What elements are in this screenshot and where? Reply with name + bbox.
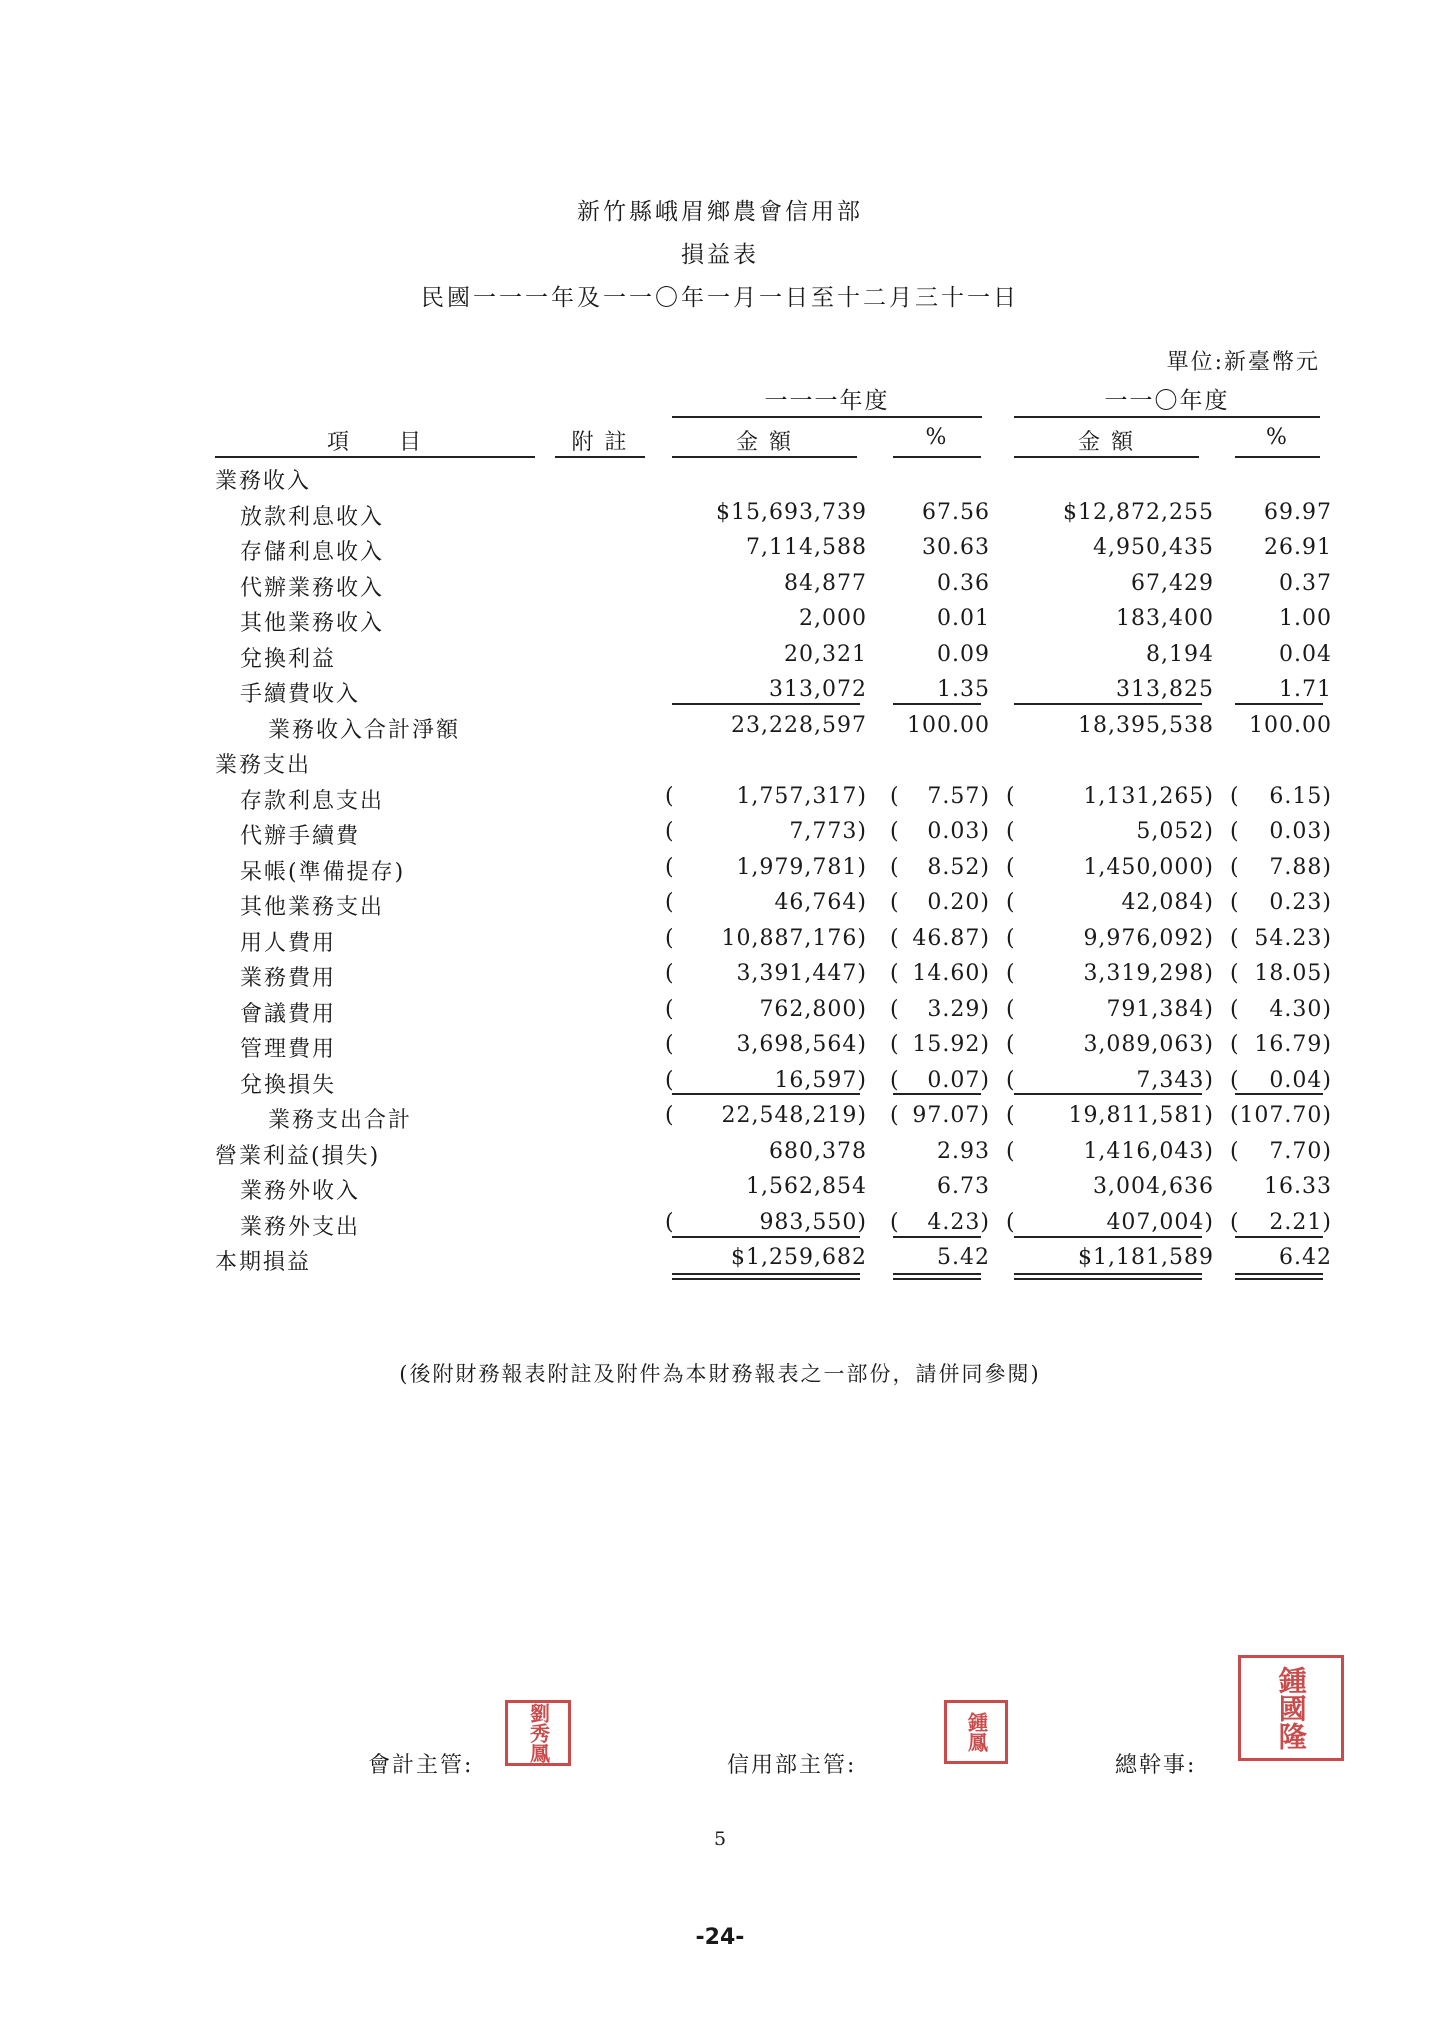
row-label: 代辦手續費 bbox=[240, 824, 361, 849]
currency-unit: 單位:新臺幣元 bbox=[1166, 350, 1320, 375]
row-label: 放款利息收入 bbox=[240, 505, 385, 530]
year-current-header: 一一一年度 bbox=[764, 388, 890, 414]
amount-current-underline bbox=[672, 456, 857, 458]
percent-prior-underline bbox=[1235, 456, 1320, 458]
amount-current-value: 20,321 bbox=[784, 642, 867, 667]
amount-prior-value: 3,089,063) bbox=[1083, 1032, 1214, 1057]
percent-prior-open-paren: ( bbox=[1230, 819, 1239, 844]
percent-current-value: 0.03) bbox=[927, 819, 990, 844]
table-row bbox=[0, 1245, 1440, 1281]
table-row bbox=[0, 642, 1440, 678]
row-label: 業務支出 bbox=[215, 753, 312, 778]
percent-prior-value: 2.21) bbox=[1269, 1210, 1332, 1235]
report-period: 民國一一一年及一一〇年一月一日至十二月三十一日 bbox=[421, 285, 1019, 311]
amount-current-value: 10,887,176) bbox=[721, 926, 867, 951]
percent-current-value: 0.01 bbox=[937, 606, 990, 631]
table-row bbox=[0, 500, 1440, 536]
table-row bbox=[0, 890, 1440, 926]
amount-current-open-paren: ( bbox=[665, 1068, 674, 1093]
table-row bbox=[0, 677, 1440, 713]
credit-manager-label: 信用部主管: bbox=[727, 1753, 857, 1778]
percent-current-open-paren: ( bbox=[890, 997, 899, 1022]
row-label: 其他業務支出 bbox=[240, 895, 385, 920]
percent-current-open-paren: ( bbox=[890, 819, 899, 844]
percent-current-open-paren: ( bbox=[890, 926, 899, 951]
percent-prior-open-paren: ( bbox=[1230, 890, 1239, 915]
amount-prior-value: $1,181,589 bbox=[1078, 1245, 1214, 1270]
percent-prior-value: 0.04 bbox=[1279, 642, 1332, 667]
table-row bbox=[0, 571, 1440, 607]
amount-current-open-paren: ( bbox=[665, 1210, 674, 1235]
percent-current-value: 3.29) bbox=[927, 997, 990, 1022]
percent-current-value: 67.56 bbox=[922, 500, 990, 525]
amount-prior-value: 1,450,000) bbox=[1083, 855, 1214, 880]
amount-current-value: 680,378 bbox=[769, 1139, 867, 1164]
amount-prior-open-paren: ( bbox=[1006, 890, 1015, 915]
amount-prior-header: 金 額 bbox=[1078, 430, 1135, 455]
percent-current-underline bbox=[893, 456, 981, 458]
table-row bbox=[0, 535, 1440, 571]
amount-prior-value: 8,194 bbox=[1146, 642, 1214, 667]
nonop-rule-percent-prior bbox=[1235, 1236, 1323, 1238]
amount-prior-open-paren: ( bbox=[1006, 997, 1015, 1022]
amount-prior-value: 18,395,538 bbox=[1078, 713, 1214, 738]
percent-current-open-paren: ( bbox=[890, 1210, 899, 1235]
footnote: (後附財務報表附註及附件為本財務報表之一部份，請併同參閱) bbox=[399, 1362, 1041, 1386]
percent-current-value: 2.93 bbox=[937, 1139, 990, 1164]
amount-current-value: 1,562,854 bbox=[746, 1174, 867, 1199]
general-manager-label: 總幹事: bbox=[1115, 1753, 1197, 1778]
row-label: 本期損益 bbox=[215, 1250, 312, 1275]
amount-current-open-paren: ( bbox=[665, 926, 674, 951]
percent-current-value: 5.42 bbox=[937, 1245, 990, 1270]
amount-current-value: 22,548,219) bbox=[721, 1103, 867, 1128]
percent-prior-open-paren: ( bbox=[1230, 1210, 1239, 1235]
amount-current-value: 84,877 bbox=[784, 571, 867, 596]
row-label: 業務外支出 bbox=[240, 1215, 361, 1240]
amount-current-value: 7,773) bbox=[789, 819, 867, 844]
percent-current-open-paren: ( bbox=[890, 890, 899, 915]
percent-prior-open-paren: ( bbox=[1230, 855, 1239, 880]
percent-prior-open-paren: ( bbox=[1230, 997, 1239, 1022]
table-row bbox=[0, 855, 1440, 891]
percent-prior-value: 107.70) bbox=[1239, 1103, 1332, 1128]
amount-prior-value: 1,416,043) bbox=[1083, 1139, 1214, 1164]
accounting-seal-text: 劉秀鳳 bbox=[526, 1703, 551, 1763]
amount-current-value: 983,550) bbox=[759, 1210, 867, 1235]
table-row bbox=[0, 464, 1440, 500]
report-title: 損益表 bbox=[681, 242, 759, 268]
amount-prior-value: 7,343) bbox=[1136, 1068, 1214, 1093]
percent-prior-open-paren: ( bbox=[1230, 961, 1239, 986]
percent-current-value: 4.23) bbox=[927, 1210, 990, 1235]
percent-current-value: 6.73 bbox=[937, 1174, 990, 1199]
table-row bbox=[0, 784, 1440, 820]
item-header-underline bbox=[215, 456, 535, 458]
percent-prior-value: 6.42 bbox=[1279, 1245, 1332, 1270]
amount-prior-open-paren: ( bbox=[1006, 961, 1015, 986]
percent-current-header: % bbox=[925, 425, 949, 450]
amount-current-value: 3,391,447) bbox=[736, 961, 867, 986]
percent-current-value: 97.07) bbox=[912, 1103, 990, 1128]
amount-prior-value: 19,811,581) bbox=[1068, 1103, 1214, 1128]
amount-prior-value: 183,400 bbox=[1116, 606, 1214, 631]
percent-current-value: 0.36 bbox=[937, 571, 990, 596]
row-label: 存儲利息收入 bbox=[240, 540, 385, 565]
amount-current-value: 1,979,781) bbox=[736, 855, 867, 880]
item-column-header: 項 目 bbox=[326, 430, 423, 455]
accounting-seal-stamp bbox=[505, 1700, 571, 1766]
row-label: 兌換利益 bbox=[240, 647, 337, 672]
amount-current-value: $15,693,739 bbox=[716, 500, 867, 525]
percent-current-value: 46.87) bbox=[912, 926, 990, 951]
row-label: 兌換損失 bbox=[240, 1073, 337, 1098]
table-row bbox=[0, 819, 1440, 855]
year-current-underline bbox=[672, 416, 982, 418]
expense-subtotal-rule-percent-prior bbox=[1235, 1093, 1323, 1095]
amount-current-open-paren: ( bbox=[665, 784, 674, 809]
inner-page-number: 5 bbox=[713, 1828, 727, 1850]
total-double-rule-amount-prior-2 bbox=[1014, 1278, 1202, 1280]
revenue-subtotal-rule-amount-prior bbox=[1014, 703, 1202, 705]
percent-prior-value: 26.91 bbox=[1264, 535, 1332, 560]
amount-prior-open-paren: ( bbox=[1006, 1139, 1015, 1164]
row-label: 代辦業務收入 bbox=[240, 576, 385, 601]
percent-current-open-paren: ( bbox=[890, 1103, 899, 1128]
total-double-rule-percent-2 bbox=[893, 1278, 981, 1280]
percent-prior-value: 7.70) bbox=[1269, 1139, 1332, 1164]
revenue-subtotal-rule-amount bbox=[672, 703, 860, 705]
row-label: 業務費用 bbox=[240, 966, 337, 991]
amount-prior-open-paren: ( bbox=[1006, 819, 1015, 844]
amount-prior-open-paren: ( bbox=[1006, 855, 1015, 880]
amount-prior-open-paren: ( bbox=[1006, 1210, 1015, 1235]
expense-subtotal-rule-percent bbox=[893, 1093, 981, 1095]
percent-prior-value: 0.03) bbox=[1269, 819, 1332, 844]
amount-prior-value: 67,429 bbox=[1131, 571, 1214, 596]
percent-prior-value: 6.15) bbox=[1269, 784, 1332, 809]
amount-current-value: 1,757,317) bbox=[736, 784, 867, 809]
credit-seal-stamp bbox=[944, 1700, 1008, 1764]
percent-prior-value: 69.97 bbox=[1264, 500, 1332, 525]
nonop-rule-percent bbox=[893, 1236, 981, 1238]
percent-prior-value: 100.00 bbox=[1249, 713, 1332, 738]
amount-prior-value: 5,052) bbox=[1136, 819, 1214, 844]
amount-prior-value: 4,950,435 bbox=[1093, 535, 1214, 560]
percent-prior-open-paren: ( bbox=[1230, 1103, 1239, 1128]
amount-current-open-paren: ( bbox=[665, 855, 674, 880]
percent-prior-value: 54.23) bbox=[1254, 926, 1332, 951]
amount-prior-value: 3,319,298) bbox=[1083, 961, 1214, 986]
table-row bbox=[0, 1032, 1440, 1068]
revenue-subtotal-rule-percent bbox=[893, 703, 981, 705]
amount-current-value: 16,597) bbox=[774, 1068, 867, 1093]
table-row bbox=[0, 1068, 1440, 1104]
amount-current-header: 金 額 bbox=[736, 430, 793, 455]
amount-current-open-paren: ( bbox=[665, 997, 674, 1022]
amount-current-value: 313,072 bbox=[769, 677, 867, 702]
percent-current-value: 0.09 bbox=[937, 642, 990, 667]
total-double-rule-percent-1 bbox=[893, 1273, 981, 1275]
percent-current-open-paren: ( bbox=[890, 855, 899, 880]
outer-page-number: -24- bbox=[695, 1925, 745, 1950]
expense-subtotal-rule-amount bbox=[672, 1093, 860, 1095]
revenue-subtotal-rule-percent-prior bbox=[1235, 703, 1323, 705]
amount-current-open-paren: ( bbox=[665, 890, 674, 915]
amount-prior-value: 3,004,636 bbox=[1093, 1174, 1214, 1199]
note-header-underline bbox=[555, 456, 645, 458]
accounting-manager-label: 會計主管: bbox=[368, 1753, 474, 1778]
credit-seal-text: 鍾鳳 bbox=[964, 1712, 989, 1752]
percent-prior-value: 18.05) bbox=[1254, 961, 1332, 986]
percent-prior-value: 1.00 bbox=[1279, 606, 1332, 631]
amount-current-value: $1,259,682 bbox=[731, 1245, 867, 1270]
amount-prior-value: 791,384) bbox=[1106, 997, 1214, 1022]
amount-current-value: 7,114,588 bbox=[746, 535, 867, 560]
amount-current-open-paren: ( bbox=[665, 819, 674, 844]
table-row bbox=[0, 606, 1440, 642]
percent-prior-value: 0.37 bbox=[1279, 571, 1332, 596]
amount-prior-value: 407,004) bbox=[1106, 1210, 1214, 1235]
amount-current-open-paren: ( bbox=[665, 1032, 674, 1057]
percent-current-value: 15.92) bbox=[912, 1032, 990, 1057]
amount-current-open-paren: ( bbox=[665, 961, 674, 986]
amount-current-value: 23,228,597 bbox=[731, 713, 867, 738]
percent-current-open-paren: ( bbox=[890, 961, 899, 986]
percent-prior-open-paren: ( bbox=[1230, 784, 1239, 809]
amount-current-value: 2,000 bbox=[799, 606, 867, 631]
amount-current-open-paren: ( bbox=[665, 1103, 674, 1128]
total-double-rule-percent-prior-2 bbox=[1235, 1278, 1323, 1280]
row-label: 用人費用 bbox=[240, 931, 337, 956]
row-label: 業務外收入 bbox=[240, 1179, 361, 1204]
row-label: 手續費收入 bbox=[240, 682, 361, 707]
general-manager-seal-stamp bbox=[1238, 1655, 1344, 1761]
percent-prior-value: 7.88) bbox=[1269, 855, 1332, 880]
percent-current-value: 1.35 bbox=[937, 677, 990, 702]
row-label: 管理費用 bbox=[240, 1037, 337, 1062]
percent-current-open-paren: ( bbox=[890, 1068, 899, 1093]
nonop-rule-amount-prior bbox=[1014, 1236, 1202, 1238]
percent-current-value: 100.00 bbox=[907, 713, 990, 738]
table-row bbox=[0, 1174, 1440, 1210]
year-prior-header: 一一〇年度 bbox=[1104, 388, 1230, 414]
table-row bbox=[0, 1210, 1440, 1246]
total-double-rule-amount-2 bbox=[672, 1278, 860, 1280]
total-double-rule-percent-prior-1 bbox=[1235, 1273, 1323, 1275]
percent-prior-value: 0.23) bbox=[1269, 890, 1332, 915]
percent-current-value: 7.57) bbox=[927, 784, 990, 809]
percent-current-value: 14.60) bbox=[912, 961, 990, 986]
percent-prior-value: 4.30) bbox=[1269, 997, 1332, 1022]
amount-prior-open-paren: ( bbox=[1006, 1103, 1015, 1128]
table-row bbox=[0, 748, 1440, 784]
expense-subtotal-rule-amount-prior bbox=[1014, 1093, 1202, 1095]
amount-current-value: 762,800) bbox=[759, 997, 867, 1022]
organization-title: 新竹縣峨眉鄉農會信用部 bbox=[577, 199, 863, 225]
amount-prior-open-paren: ( bbox=[1006, 1068, 1015, 1093]
amount-prior-underline bbox=[1014, 456, 1199, 458]
table-row bbox=[0, 961, 1440, 997]
table-row bbox=[0, 926, 1440, 962]
note-column-header: 附 註 bbox=[571, 430, 629, 455]
percent-current-value: 8.52) bbox=[927, 855, 990, 880]
percent-current-value: 30.63 bbox=[922, 535, 990, 560]
row-label: 會議費用 bbox=[240, 1002, 337, 1027]
percent-prior-header: % bbox=[1266, 425, 1289, 450]
table-row bbox=[0, 997, 1440, 1033]
row-label: 存款利息支出 bbox=[240, 789, 385, 814]
table-row bbox=[0, 1139, 1440, 1175]
amount-prior-open-paren: ( bbox=[1006, 926, 1015, 951]
percent-prior-open-paren: ( bbox=[1230, 1068, 1239, 1093]
percent-prior-value: 16.33 bbox=[1264, 1174, 1332, 1199]
total-double-rule-amount-prior-1 bbox=[1014, 1273, 1202, 1275]
percent-prior-value: 1.71 bbox=[1279, 677, 1332, 702]
percent-prior-value: 0.04) bbox=[1269, 1068, 1332, 1093]
amount-prior-value: 313,825 bbox=[1116, 677, 1214, 702]
amount-prior-open-paren: ( bbox=[1006, 1032, 1015, 1057]
table-row bbox=[0, 1103, 1440, 1139]
row-label: 其他業務收入 bbox=[240, 611, 385, 636]
percent-current-open-paren: ( bbox=[890, 1032, 899, 1057]
percent-current-open-paren: ( bbox=[890, 784, 899, 809]
amount-current-value: 3,698,564) bbox=[736, 1032, 867, 1057]
percent-current-value: 0.20) bbox=[927, 890, 990, 915]
percent-prior-open-paren: ( bbox=[1230, 1139, 1239, 1164]
year-prior-underline bbox=[1014, 416, 1320, 418]
percent-current-value: 0.07) bbox=[927, 1068, 990, 1093]
row-label: 呆帳(準備提存) bbox=[240, 860, 406, 885]
row-label: 業務收入合計淨額 bbox=[268, 718, 461, 743]
amount-prior-value: 1,131,265) bbox=[1083, 784, 1214, 809]
percent-prior-open-paren: ( bbox=[1230, 926, 1239, 951]
table-row bbox=[0, 713, 1440, 749]
percent-prior-open-paren: ( bbox=[1230, 1032, 1239, 1057]
total-double-rule-amount-1 bbox=[672, 1273, 860, 1275]
row-label: 業務支出合計 bbox=[268, 1108, 413, 1133]
amount-current-value: 46,764) bbox=[774, 890, 867, 915]
amount-prior-value: $12,872,255 bbox=[1063, 500, 1214, 525]
nonop-rule-amount bbox=[672, 1236, 860, 1238]
amount-prior-value: 42,084) bbox=[1121, 890, 1214, 915]
row-label: 營業利益(損失) bbox=[215, 1144, 381, 1169]
percent-prior-value: 16.79) bbox=[1254, 1032, 1332, 1057]
amount-prior-value: 9,976,092) bbox=[1083, 926, 1214, 951]
general-seal-text: 鍾國隆 bbox=[1274, 1666, 1308, 1750]
amount-prior-open-paren: ( bbox=[1006, 784, 1015, 809]
row-label: 業務收入 bbox=[215, 469, 312, 494]
